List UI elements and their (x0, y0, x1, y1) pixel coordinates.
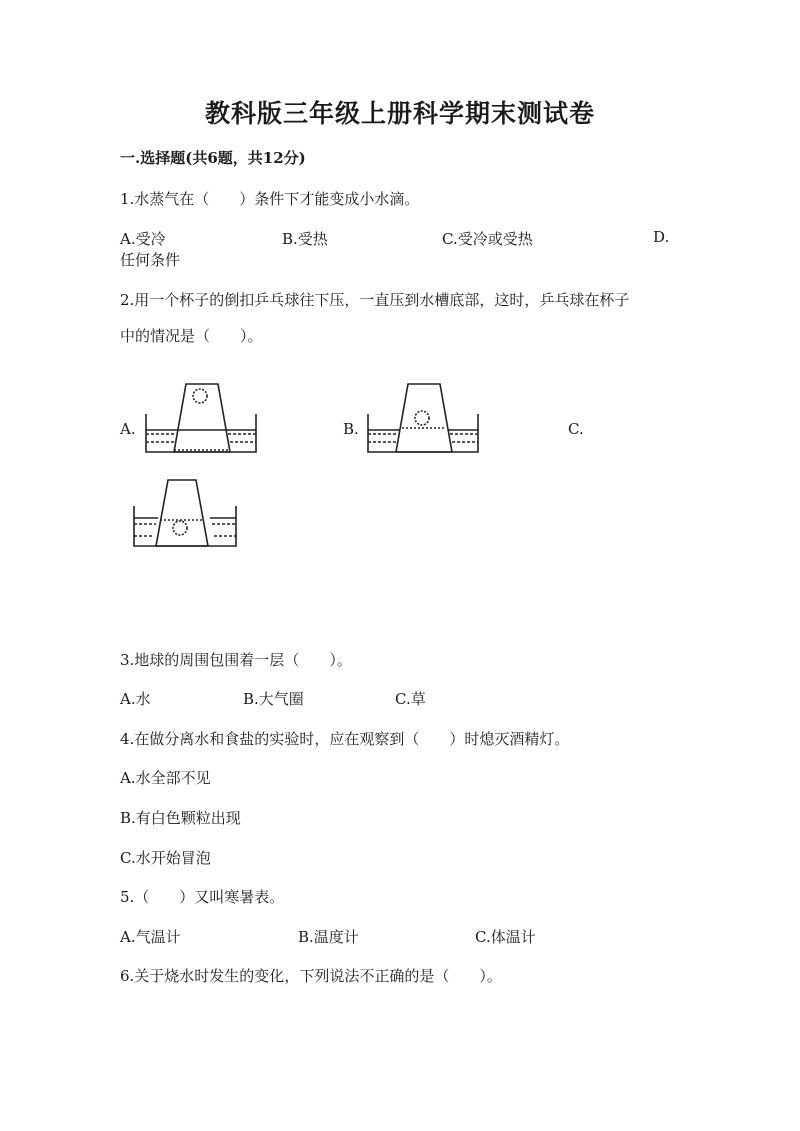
page-title: 教科版三年级上册科学期末测试卷 (204, 99, 595, 128)
question-5-option-c: C.体温计 (475, 928, 536, 946)
question-1-option-d: D. (653, 228, 670, 246)
question-1-option-c: C.受冷或受热 (442, 230, 533, 248)
question-2-option-a: A. (120, 420, 136, 438)
question-1-option-d-text: 任何条件 (120, 251, 181, 269)
question-2-stem-line1: 2.用一个杯子的倒扣乒乓球往下压，一直压到水槽底部，这时，乒乓球在杯子 (120, 291, 630, 309)
figure-c-tank-diagram (130, 478, 240, 550)
question-3-stem: 3.地球的周围包围着一层（ ）。 (120, 651, 352, 669)
question-5-option-b: B.温度计 (298, 928, 359, 946)
question-6-stem: 6.关于烧水时发生的变化，下列说法不正确的是（ ）。 (120, 967, 502, 985)
question-4-option-c: C.水开始冒泡 (120, 849, 211, 867)
figure-b-tank-diagram (364, 380, 484, 456)
section-heading: 一.选择题(共6题，共12分) (120, 149, 306, 167)
question-5-option-a: A.气温计 (120, 928, 181, 946)
question-2-stem-line2: 中的情况是（ ）。 (120, 327, 263, 345)
question-4-option-a: A.水全部不见 (120, 769, 211, 787)
question-4-stem: 4.在做分离水和食盐的实验时，应在观察到（ ）时熄灭酒精灯。 (120, 730, 570, 748)
question-3-option-a: A.水 (120, 690, 151, 708)
question-3-option-c: C.草 (395, 690, 426, 708)
question-3-option-b: B.大气圈 (243, 690, 304, 708)
question-4-option-b: B.有白色颗粒出现 (120, 809, 241, 827)
question-1-option-b: B.受热 (282, 230, 328, 248)
question-2-option-c: C. (568, 420, 584, 438)
question-1-option-a: A.受冷 (120, 230, 166, 248)
question-5-stem: 5.（ ）又叫寒暑表。 (120, 888, 285, 906)
question-1-stem: 1.水蒸气在（ ）条件下才能变成小水滴。 (120, 190, 420, 208)
question-2-option-b: B. (343, 420, 359, 438)
figure-a-tank-diagram (142, 380, 262, 456)
